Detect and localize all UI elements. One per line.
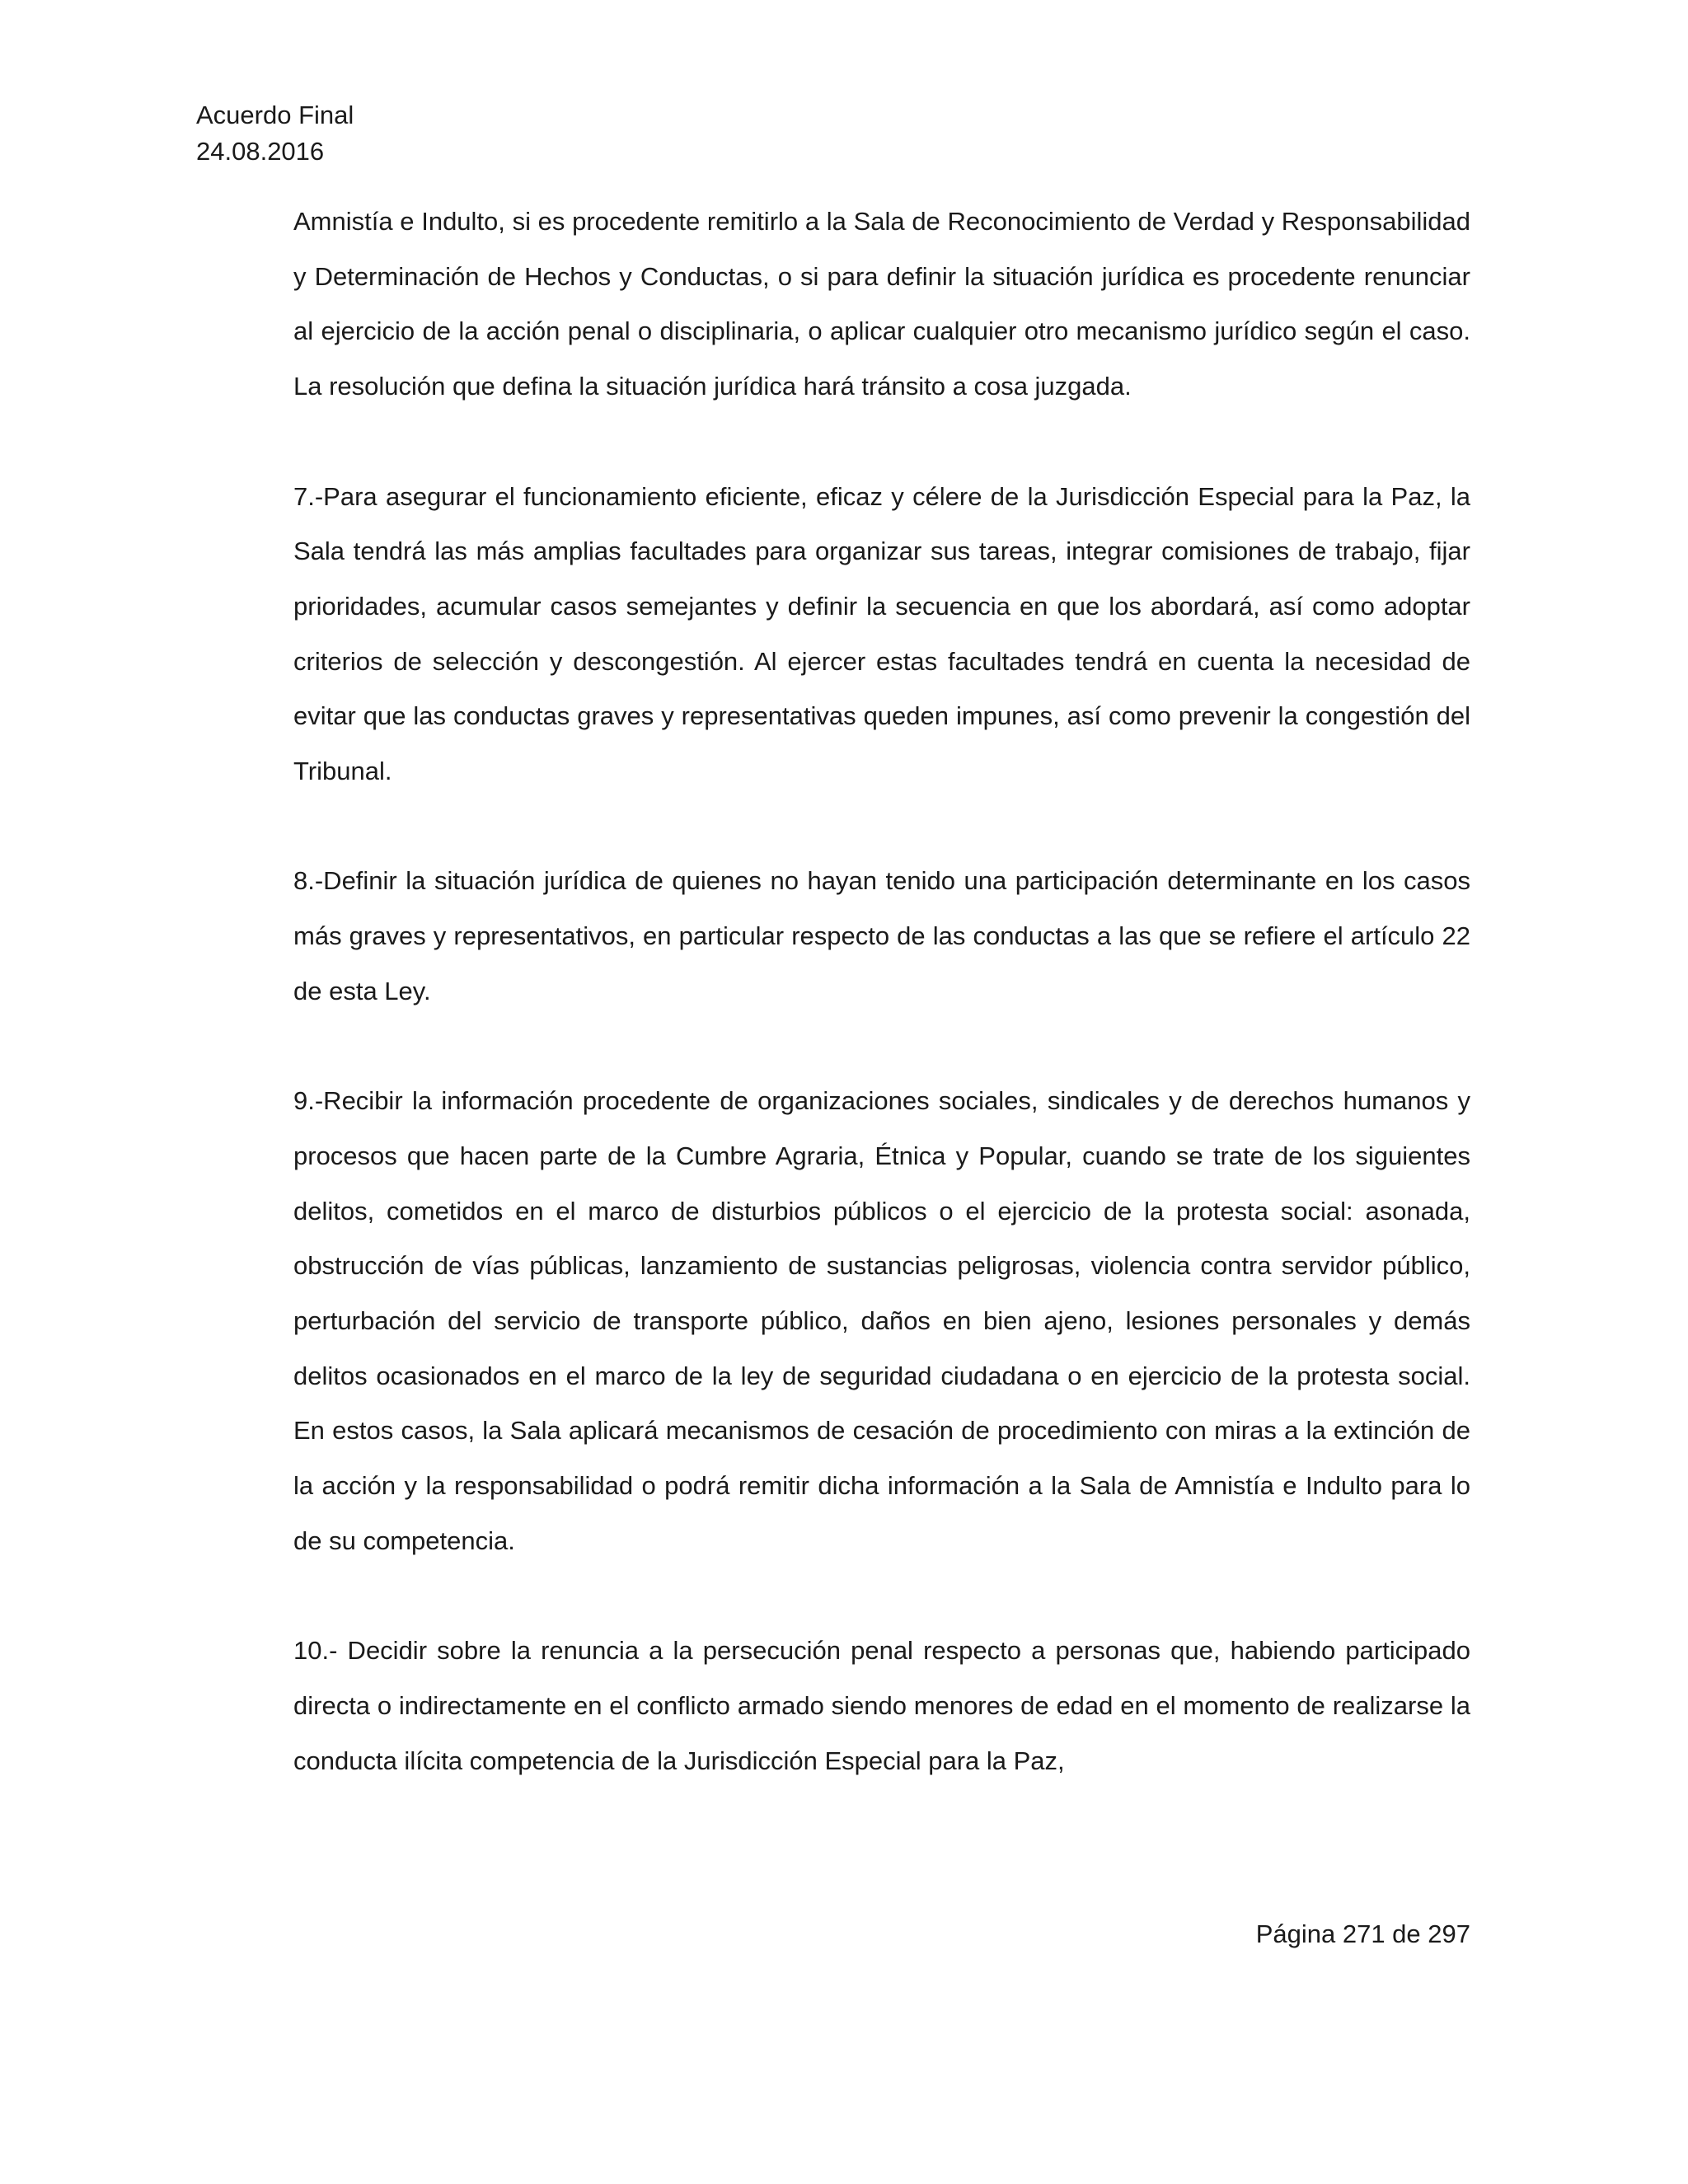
page-number: Página 271 de 297 (1255, 1919, 1470, 1948)
document-date: 24.08.2016 (196, 137, 325, 166)
document-body (293, 194, 1470, 1788)
paragraph-item-8: 8.-Definir la situación jurídica de quienes no hayan tenido una participación determinante en los casos más graves y representativos, en particular respecto de las conductas a las que se refiere el artículo 22 de esta Ley. (293, 866, 1470, 1005)
paragraph-item-10: 10.- Decidir sobre la renuncia a la persecución penal respecto a personas que, habiendo participado directa o indirectamente en el conflicto armado siendo menores de edad en el momento de realizarse la conducta ilícita competencia de la Jurisdicción Especial para la Paz, (293, 1636, 1470, 1775)
paragraph-item-9: 9.-Recibir la información procedente de organizaciones sociales, sindicales y de derechos humanos y procesos que hacen parte de la Cumbre Agraria, Étnica y Popular, cuando se trate de los siguientes delitos, cometidos en el marco de disturbios públicos o el ejercicio de la protesta social: asonada, obstrucción de vías públicas, lanzamiento de sustancias peligrosas, violencia contra servidor público, perturbación del servicio de transporte público, daños en bien ajeno, lesiones personales y demás delitos ocasionados en el marco de la ley de seguridad ciudadana o en ejercicio de la protesta social. En estos casos, la Sala aplicará mecanismos de cesación de procedimiento con miras a la extinción de la acción y la responsabilidad o podrá remitir dicha información a la Sala de Amnistía e Indulto para lo de su competencia. (293, 1086, 1470, 1555)
document-title: Acuerdo Final (196, 101, 354, 129)
page-header (196, 97, 354, 170)
paragraph-continuation: Amnistía e Indulto, si es procedente remitirlo a la Sala de Reconocimiento de Verdad y Responsabilidad y Determinación de Hechos y Conductas, o si para definir la situación jurídica es procedente renunciar al ejercicio de la acción penal o disciplinaria, o aplicar cualquier otro mecanismo jurídico según el caso. La resolución que defina la situación jurídica hará tránsito a cosa juzgada. (293, 207, 1470, 401)
paragraph-item-7: 7.-Para asegurar el funcionamiento eficiente, eficaz y célere de la Jurisdicción Especial para la Paz, la Sala tendrá las más amplias facultades para organizar sus tareas, integrar comisiones de trabajo, fijar prioridades, acumular casos semejantes y definir la secuencia en que los abordará, así como adoptar criterios de selección y descongestión. Al ejercer estas facultades tendrá en cuenta la necesidad de evitar que las conductas graves y representativas queden impunes, así como prevenir la congestión del Tribunal. (293, 481, 1470, 786)
